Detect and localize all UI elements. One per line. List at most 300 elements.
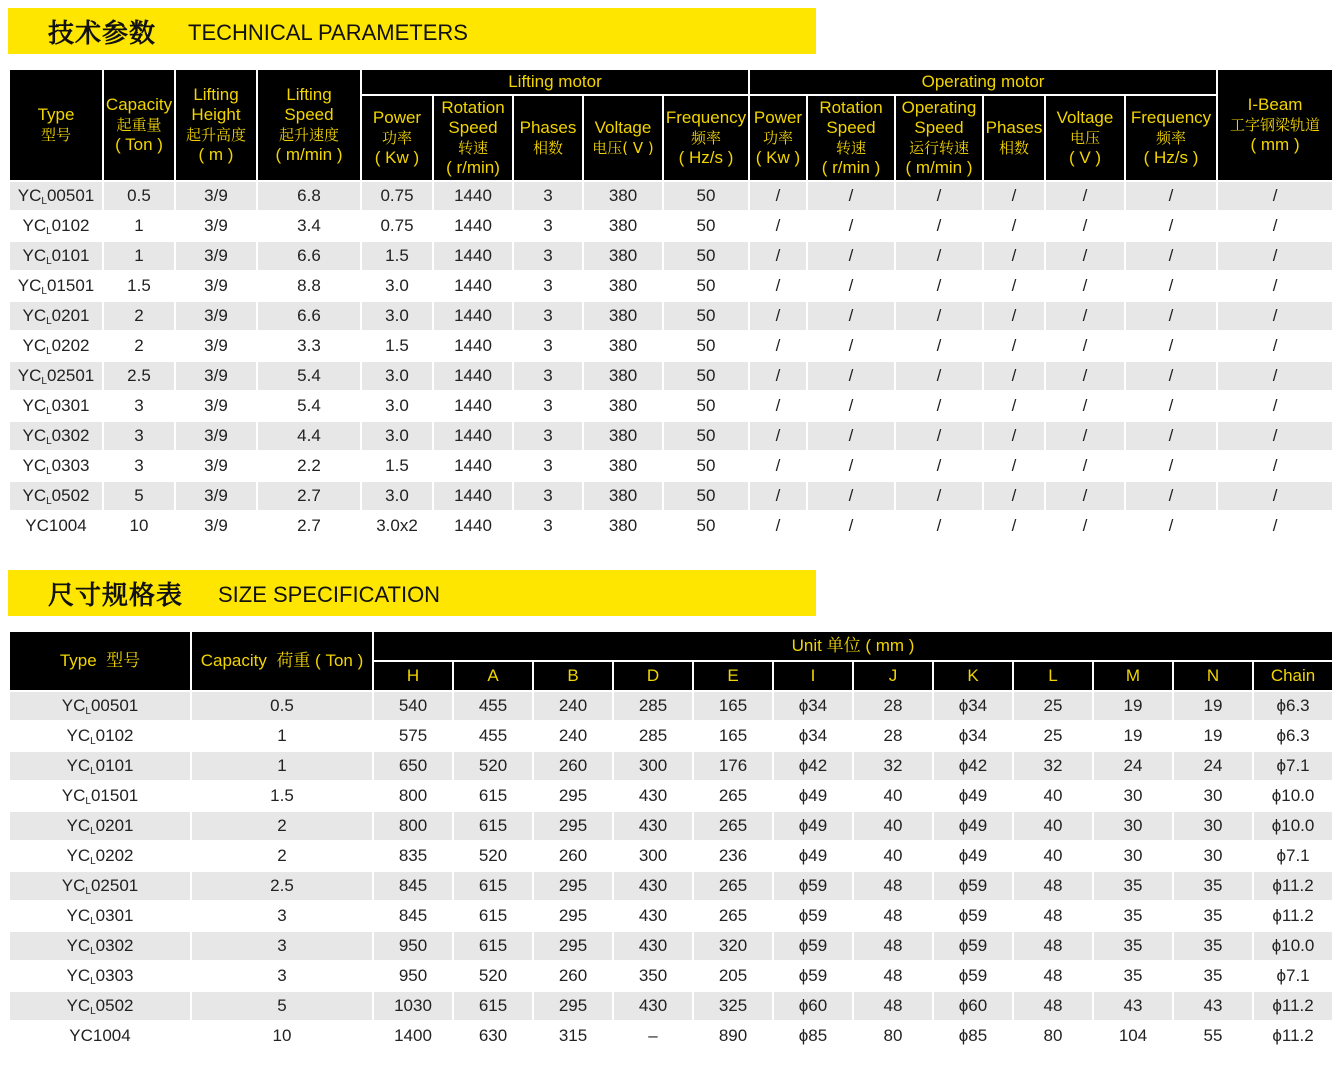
table-cell: 1440	[433, 511, 513, 541]
table-cell: 950	[373, 961, 453, 991]
table-cell: /	[1125, 211, 1217, 241]
cell-type	[9, 871, 191, 901]
type-prefix: YC	[22, 426, 47, 445]
table-cell: 295	[533, 931, 613, 961]
table-cell: /	[983, 421, 1045, 451]
table-cell: /	[1125, 241, 1217, 271]
table-cell: /	[1125, 481, 1217, 511]
table-cell: ϕ34	[773, 691, 853, 721]
header-line: 电压	[1069, 129, 1100, 147]
cell-type	[9, 931, 191, 961]
table-cell: 3.4	[257, 211, 361, 241]
table-cell: 1	[191, 751, 373, 781]
table-cell: 3/9	[175, 301, 257, 331]
table-cell: /	[983, 271, 1045, 301]
size-specification-table	[8, 630, 1334, 1052]
table-cell: 430	[613, 991, 693, 1021]
table-cell: ϕ59	[773, 901, 853, 931]
cell-type	[9, 271, 103, 301]
header-lifting-motor: Lifting motor	[361, 69, 749, 95]
table-cell: ϕ10.0	[1253, 811, 1333, 841]
table-cell: 19	[1093, 691, 1173, 721]
table-row	[9, 961, 1333, 991]
table-cell: /	[807, 331, 895, 361]
table-row	[9, 1021, 1333, 1051]
header-lm-voltage	[583, 95, 663, 181]
table-cell: /	[895, 211, 983, 241]
header-line: 工字钢梁轨道	[1230, 116, 1321, 134]
table-cell: 380	[583, 421, 663, 451]
table-cell: /	[895, 181, 983, 211]
table-cell: /	[1125, 181, 1217, 211]
header-line: ( m/min )	[275, 145, 343, 164]
table-cell: 295	[533, 991, 613, 1021]
header-dim-d: D	[613, 661, 693, 691]
table-cell: ϕ34	[773, 721, 853, 751]
table-cell: /	[1217, 451, 1333, 481]
table-cell: 3	[513, 421, 583, 451]
table-cell: 3/9	[175, 181, 257, 211]
cell-type	[9, 241, 103, 271]
table-cell: 35	[1093, 931, 1173, 961]
header-om-power	[749, 95, 807, 181]
table-cell: 48	[1013, 961, 1093, 991]
table-cell: ϕ42	[933, 751, 1013, 781]
table-cell: 80	[853, 1021, 933, 1051]
table-cell: 295	[533, 901, 613, 931]
table-row	[9, 481, 1333, 511]
table-row	[9, 301, 1333, 331]
table-cell: /	[1217, 181, 1333, 211]
type-prefix: YC	[66, 936, 91, 955]
table-cell: 380	[583, 271, 663, 301]
type-subscript: L	[41, 376, 47, 387]
table-cell: /	[749, 181, 807, 211]
table-cell: 260	[533, 961, 613, 991]
table-cell: 350	[613, 961, 693, 991]
table-cell: 1440	[433, 301, 513, 331]
table-cell: 48	[853, 871, 933, 901]
table-cell: 295	[533, 811, 613, 841]
header-line: Power	[753, 108, 803, 127]
table-cell: 3	[513, 481, 583, 511]
header-dim-b: B	[533, 661, 613, 691]
type-suffix: 00501	[90, 696, 139, 715]
table-cell: ϕ34	[933, 721, 1013, 751]
table-cell: ϕ49	[773, 841, 853, 871]
header-line: 频率	[1156, 129, 1187, 147]
table-cell: /	[983, 451, 1045, 481]
table-cell: 35	[1093, 871, 1173, 901]
table-row	[9, 781, 1333, 811]
table-cell: 380	[583, 451, 663, 481]
header-line: ( m/min )	[905, 158, 973, 177]
type-subscript: L	[46, 226, 52, 237]
table-cell: /	[749, 241, 807, 271]
type-prefix: YC	[66, 756, 91, 775]
table-cell: 3/9	[175, 421, 257, 451]
table-cell: /	[895, 511, 983, 541]
table-cell: ϕ59	[773, 961, 853, 991]
table-cell: /	[983, 391, 1045, 421]
table-cell: 1440	[433, 361, 513, 391]
table-cell: 3	[103, 391, 175, 421]
header-line: 相数	[998, 139, 1029, 157]
table-row	[9, 811, 1333, 841]
table-cell: 575	[373, 721, 453, 751]
table-cell: 430	[613, 811, 693, 841]
table-cell: 3	[513, 271, 583, 301]
table-cell: 24	[1093, 751, 1173, 781]
cell-type	[9, 181, 103, 211]
header-line: ( r/min)	[446, 158, 500, 177]
table-cell: 285	[613, 721, 693, 751]
size-specification-banner	[8, 570, 816, 616]
table-cell: 30	[1093, 841, 1173, 871]
header-line: Speed	[914, 118, 964, 137]
table-cell: 2.5	[103, 361, 175, 391]
table-row	[9, 181, 1333, 211]
header-dim-j: J	[853, 661, 933, 691]
table-cell: 48	[853, 991, 933, 1021]
table-cell: /	[983, 241, 1045, 271]
table-cell: /	[1217, 391, 1333, 421]
table-cell: 380	[583, 391, 663, 421]
table-cell: 3/9	[175, 361, 257, 391]
table-cell: 380	[583, 481, 663, 511]
table-cell: /	[895, 481, 983, 511]
table-cell: 40	[853, 811, 933, 841]
table-cell: ϕ6.3	[1253, 721, 1333, 751]
type-subscript: L	[41, 196, 47, 207]
header-line: Voltage	[594, 118, 652, 137]
type-subscript: L	[46, 346, 52, 357]
table-cell: ϕ11.2	[1253, 1021, 1333, 1051]
table-cell: /	[1045, 361, 1125, 391]
type-suffix: 0201	[95, 816, 134, 835]
table-cell: ϕ49	[773, 811, 853, 841]
table-cell: /	[749, 271, 807, 301]
table-cell: 1	[103, 211, 175, 241]
type-suffix: 0102	[51, 216, 90, 235]
table-cell: /	[807, 361, 895, 391]
table-cell: /	[1045, 481, 1125, 511]
cell-type	[9, 481, 103, 511]
header-om-operating-speed	[895, 95, 983, 181]
table-cell: /	[1125, 391, 1217, 421]
table-cell: 380	[583, 241, 663, 271]
type-prefix: YC	[22, 486, 47, 505]
table-cell: /	[1045, 241, 1125, 271]
table-cell: 845	[373, 901, 453, 931]
type-suffix: 01501	[90, 786, 139, 805]
table-cell: 380	[583, 181, 663, 211]
table-cell: 35	[1173, 901, 1253, 931]
table-cell: /	[1045, 271, 1125, 301]
header-type	[9, 69, 103, 181]
table-cell: 3	[513, 241, 583, 271]
table-cell: /	[1217, 421, 1333, 451]
table-row	[9, 691, 1333, 721]
type-subscript: L	[90, 736, 96, 747]
table-cell: /	[807, 301, 895, 331]
table-cell: 5	[103, 481, 175, 511]
table-cell: /	[749, 211, 807, 241]
type-subscript: L	[46, 256, 52, 267]
header-line: ( Hz/s )	[1143, 148, 1199, 167]
type-prefix: YC	[17, 186, 42, 205]
cell-type	[9, 751, 191, 781]
table-cell: /	[1125, 361, 1217, 391]
table-cell: 2	[103, 331, 175, 361]
table-cell: 28	[853, 691, 933, 721]
table-row	[9, 991, 1333, 1021]
table-cell: 455	[453, 691, 533, 721]
header-line: Rotation	[441, 98, 505, 117]
cell-type	[9, 781, 191, 811]
table-cell: 0.75	[361, 211, 433, 241]
type-prefix: YC1004	[69, 1026, 131, 1045]
table-cell: ϕ59	[773, 931, 853, 961]
header-line: 频率	[690, 129, 721, 147]
type-suffix: 0101	[51, 246, 90, 265]
header-om-phases	[983, 95, 1045, 181]
table-cell: /	[1045, 391, 1125, 421]
table-cell: 3	[513, 511, 583, 541]
table-cell: 50	[663, 211, 749, 241]
table-cell: /	[983, 211, 1045, 241]
table-cell: 1440	[433, 331, 513, 361]
table-cell: 35	[1173, 961, 1253, 991]
table-cell: 835	[373, 841, 453, 871]
table-cell: 1440	[433, 451, 513, 481]
type-subscript: L	[90, 1006, 96, 1017]
table-cell: 48	[1013, 991, 1093, 1021]
type-prefix: YC	[66, 846, 91, 865]
cell-type	[9, 511, 103, 541]
table-cell: 315	[533, 1021, 613, 1051]
type-prefix: YC	[66, 726, 91, 745]
table-cell: 1440	[433, 181, 513, 211]
table-cell: 380	[583, 301, 663, 331]
table-cell: ϕ42	[773, 751, 853, 781]
table-cell: 430	[613, 901, 693, 931]
table-cell: ϕ85	[773, 1021, 853, 1051]
table-cell: 1.5	[361, 331, 433, 361]
table-cell: /	[1125, 451, 1217, 481]
technical-parameters-body	[9, 181, 1333, 541]
type-subscript: L	[46, 466, 52, 477]
type-suffix: 0102	[95, 726, 134, 745]
table-cell: /	[1125, 511, 1217, 541]
type-suffix: 02501	[46, 366, 95, 385]
table-cell: 43	[1093, 991, 1173, 1021]
table-cell: /	[1045, 181, 1125, 211]
header-lifting-speed	[257, 69, 361, 181]
header-om-rotation-speed	[807, 95, 895, 181]
table-cell: 285	[613, 691, 693, 721]
table-cell: 520	[453, 841, 533, 871]
table-cell: 3.0	[361, 361, 433, 391]
table-cell: 240	[533, 691, 613, 721]
table-cell: 1.5	[103, 271, 175, 301]
table-cell: 3	[513, 181, 583, 211]
table-cell: 615	[453, 901, 533, 931]
table-cell: 2.7	[257, 481, 361, 511]
header-ibeam	[1217, 69, 1333, 181]
table-cell: 50	[663, 331, 749, 361]
header-line: Rotation	[819, 98, 883, 117]
type-suffix: 01501	[46, 276, 95, 295]
table-row	[9, 451, 1333, 481]
table-cell: 4.4	[257, 421, 361, 451]
table-cell: 3.0	[361, 481, 433, 511]
table-cell: /	[1045, 331, 1125, 361]
table-cell: 3/9	[175, 391, 257, 421]
header-line: ( r/min )	[821, 158, 881, 177]
table-cell: 845	[373, 871, 453, 901]
table-cell: 615	[453, 811, 533, 841]
table-cell: 48	[1013, 901, 1093, 931]
table-cell: 615	[453, 871, 533, 901]
table-cell: 1440	[433, 421, 513, 451]
table-cell: /	[983, 361, 1045, 391]
type-prefix: YC	[17, 276, 42, 295]
type-subscript: L	[85, 706, 91, 717]
type-prefix: YC	[22, 336, 47, 355]
type-suffix: 0303	[51, 456, 90, 475]
table-cell: 30	[1173, 811, 1253, 841]
table-cell: 55	[1173, 1021, 1253, 1051]
table-cell: /	[1045, 451, 1125, 481]
table-cell: /	[749, 361, 807, 391]
table-row	[9, 931, 1333, 961]
header-line: ( Kw )	[374, 148, 420, 167]
header-line: ( Kw )	[755, 148, 801, 167]
table-cell: ϕ59	[933, 871, 1013, 901]
table-cell: 10	[103, 511, 175, 541]
table-cell: 165	[693, 691, 773, 721]
type-suffix: 0502	[51, 486, 90, 505]
table-cell: ϕ11.2	[1253, 991, 1333, 1021]
table-cell: 3	[513, 331, 583, 361]
table-row	[9, 841, 1333, 871]
technical-parameters-banner	[8, 8, 816, 54]
table-cell: /	[807, 241, 895, 271]
header-line: Frequency	[665, 108, 747, 127]
table-cell: 48	[1013, 871, 1093, 901]
header-line: ( m )	[198, 145, 234, 164]
table-cell: ϕ49	[933, 811, 1013, 841]
table-cell: /	[895, 331, 983, 361]
cell-type	[9, 421, 103, 451]
cell-type	[9, 691, 191, 721]
size-specification-body	[9, 691, 1333, 1051]
table-cell: 520	[453, 751, 533, 781]
table-cell: ϕ60	[773, 991, 853, 1021]
table-cell: ϕ7.1	[1253, 751, 1333, 781]
table-row	[9, 271, 1333, 301]
table-cell: 265	[693, 901, 773, 931]
table-cell: 265	[693, 811, 773, 841]
table-cell: 176	[693, 751, 773, 781]
table-cell: 28	[853, 721, 933, 751]
table-cell: 35	[1173, 871, 1253, 901]
table-cell: 50	[663, 271, 749, 301]
type-suffix: 00501	[46, 186, 95, 205]
header-line: 转速	[835, 139, 866, 157]
table-cell: /	[749, 511, 807, 541]
table-cell: /	[807, 391, 895, 421]
type-suffix: 0202	[95, 846, 134, 865]
table-cell: ϕ7.1	[1253, 961, 1333, 991]
table-cell: 10	[191, 1021, 373, 1051]
table-row	[9, 241, 1333, 271]
table-cell: /	[983, 181, 1045, 211]
table-cell: /	[749, 301, 807, 331]
table-cell: /	[1217, 511, 1333, 541]
table-cell: /	[1125, 301, 1217, 331]
header-line: Height	[191, 105, 241, 124]
table-cell: ϕ85	[933, 1021, 1013, 1051]
table-cell: 325	[693, 991, 773, 1021]
header-om-voltage	[1045, 95, 1125, 181]
table-cell: 615	[453, 931, 533, 961]
table-cell: 25	[1013, 721, 1093, 751]
table-cell: 2	[191, 811, 373, 841]
table-cell: 43	[1173, 991, 1253, 1021]
header-dim-a: A	[453, 661, 533, 691]
table-cell: /	[895, 391, 983, 421]
table-cell: 3/9	[175, 271, 257, 301]
table-row	[9, 211, 1333, 241]
table-cell: 1030	[373, 991, 453, 1021]
table-cell: 3/9	[175, 511, 257, 541]
type-suffix: 0302	[51, 426, 90, 445]
header-line: 运行转速	[908, 139, 969, 157]
table-cell: 3	[191, 961, 373, 991]
type-subscript: L	[85, 886, 91, 897]
table-cell: /	[1045, 421, 1125, 451]
table-cell: 2.2	[257, 451, 361, 481]
table-cell: 6.8	[257, 181, 361, 211]
table-cell: /	[895, 361, 983, 391]
header-lm-frequency	[663, 95, 749, 181]
table-cell: 1	[191, 721, 373, 751]
cell-type	[9, 901, 191, 931]
header-line: 电压( V )	[592, 139, 654, 157]
type-prefix: YC	[66, 906, 91, 925]
table-cell: 430	[613, 931, 693, 961]
table-cell: /	[1045, 301, 1125, 331]
cell-type	[9, 961, 191, 991]
table-cell: 3.3	[257, 331, 361, 361]
table-cell: 3.0	[361, 301, 433, 331]
table-cell: 40	[1013, 841, 1093, 871]
table-cell: ϕ34	[933, 691, 1013, 721]
type-prefix: YC	[61, 786, 86, 805]
type-subscript: L	[90, 766, 96, 777]
table-cell: ϕ59	[773, 871, 853, 901]
table-cell: 35	[1093, 961, 1173, 991]
type-prefix: YC	[61, 876, 86, 895]
table-cell: ϕ6.3	[1253, 691, 1333, 721]
table-cell: 2.7	[257, 511, 361, 541]
header-line: 转速	[457, 139, 488, 157]
type-subscript: L	[46, 406, 52, 417]
table-cell: 1.5	[191, 781, 373, 811]
table-cell: ϕ49	[773, 781, 853, 811]
